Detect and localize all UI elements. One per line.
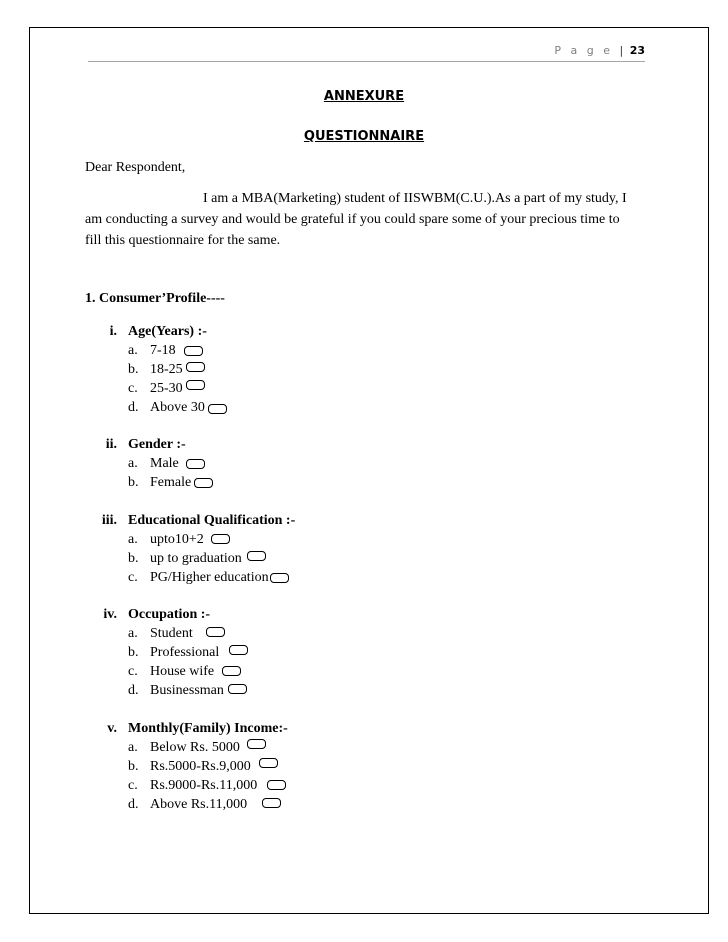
checkbox[interactable] [184, 346, 203, 356]
checkbox[interactable] [211, 534, 230, 544]
intro-line-1: I am a MBA(Marketing) student of IISWBM(C.U.).As a part of my study, I [203, 191, 627, 206]
list-item [128, 456, 179, 472]
annexure-title: ANNEXURE [323, 89, 405, 104]
checkbox[interactable] [262, 798, 281, 808]
checkbox[interactable] [247, 551, 266, 561]
section-title: 1. Consumer’Profile---- [85, 291, 225, 306]
intro-line-2: am conducting a survey and would be grateful if you could spare some of your precious time to [85, 212, 620, 227]
page-number [554, 44, 645, 57]
option-label: Female [150, 475, 192, 490]
list-item [128, 570, 269, 586]
list-item [128, 381, 183, 397]
option-label: Rs.9000-Rs.11,000 [150, 778, 258, 793]
option-label: 25-30 [150, 381, 183, 396]
option-label: Above Rs.11,000 [150, 797, 248, 812]
option-label: Student [150, 626, 193, 641]
page-separator: | [619, 44, 624, 57]
page-number-value: 23 [629, 44, 645, 57]
questionnaire-title: QUESTIONNAIRE [303, 129, 425, 144]
question-title: Gender :- [128, 437, 186, 452]
option-letter: c. [128, 381, 138, 396]
option-label: Businessman [150, 683, 224, 698]
checkbox[interactable] [186, 362, 205, 372]
question-numeral: v. [107, 721, 117, 736]
option-label: Above 30 [150, 400, 205, 415]
option-label: 18-25 [150, 362, 183, 377]
option-label: Professional [150, 645, 220, 660]
option-letter: b. [128, 645, 139, 660]
list-item [128, 645, 219, 661]
option-letter: b. [128, 759, 139, 774]
list-item [128, 759, 251, 775]
page-header [88, 40, 645, 62]
option-letter: c. [128, 778, 138, 793]
page-label: P a g e [554, 44, 613, 57]
checkbox[interactable] [267, 780, 286, 790]
option-letter: a. [128, 626, 138, 641]
option-label: up to graduation [150, 551, 242, 566]
checkbox[interactable] [206, 627, 225, 637]
question-numeral: iii. [101, 513, 117, 528]
list-item [128, 475, 191, 491]
checkbox[interactable] [186, 459, 205, 469]
checkbox[interactable] [259, 758, 278, 768]
list-item [128, 362, 183, 378]
list-item [128, 664, 214, 680]
question-numeral: ii. [105, 437, 117, 452]
list-item [128, 740, 240, 756]
checkbox[interactable] [222, 666, 241, 676]
checkbox[interactable] [228, 684, 247, 694]
option-label: 7-18 [150, 343, 176, 358]
checkbox[interactable] [186, 380, 205, 390]
list-item [128, 683, 224, 699]
option-letter: b. [128, 551, 139, 566]
checkbox[interactable] [270, 573, 289, 583]
option-letter: a. [128, 740, 138, 755]
option-label: Below Rs. 5000 [150, 740, 240, 755]
checkbox[interactable] [208, 404, 227, 414]
list-item [128, 343, 176, 359]
option-letter: d. [128, 400, 139, 415]
option-label: Male [150, 456, 179, 471]
question-numeral: i. [109, 324, 117, 339]
question-title: Age(Years) :- [128, 324, 207, 339]
checkbox[interactable] [194, 478, 213, 488]
list-item [128, 400, 205, 416]
option-letter: b. [128, 362, 139, 377]
option-letter: d. [128, 683, 139, 698]
option-letter: c. [128, 570, 138, 585]
question-title: Monthly(Family) Income:- [128, 721, 288, 736]
option-letter: a. [128, 532, 138, 547]
option-letter: a. [128, 343, 138, 358]
checkbox[interactable] [229, 645, 248, 655]
intro-line-3: fill this questionnaire for the same. [85, 233, 281, 248]
option-letter: c. [128, 664, 138, 679]
list-item [128, 532, 204, 548]
question-title: Educational Qualification :- [128, 513, 296, 528]
option-letter: d. [128, 797, 139, 812]
list-item [128, 551, 242, 567]
question-title: Occupation :- [128, 607, 211, 622]
option-letter: b. [128, 475, 139, 490]
option-label: House wife [150, 664, 215, 679]
salutation: Dear Respondent, [85, 160, 186, 175]
list-item [128, 626, 193, 642]
question-numeral: iv. [103, 607, 117, 622]
option-letter: a. [128, 456, 138, 471]
list-item [128, 778, 257, 794]
list-item [128, 797, 247, 813]
option-label: upto10+2 [150, 532, 204, 547]
option-label: PG/Higher education [150, 570, 269, 585]
option-label: Rs.5000-Rs.9,000 [150, 759, 251, 774]
checkbox[interactable] [247, 739, 266, 749]
